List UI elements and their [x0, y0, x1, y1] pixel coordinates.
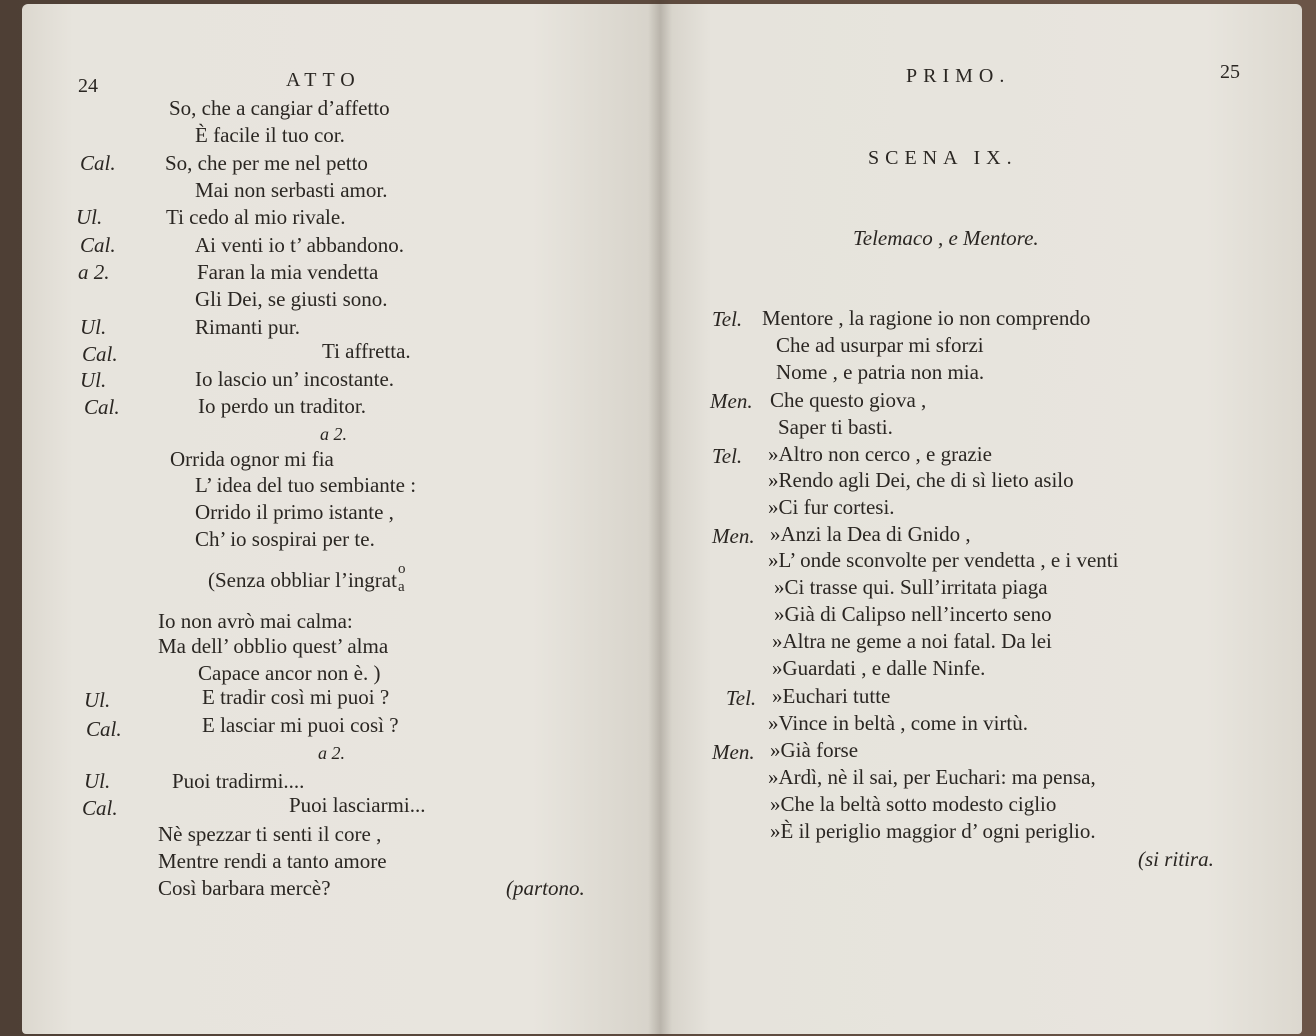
- verse-line: [208, 561, 411, 595]
- verse-line: »Euchari tutte: [772, 684, 891, 708]
- scene-characters: Telemaco , e Mentore.: [853, 226, 1039, 250]
- verse-line: Orrida ognor mi fia: [170, 447, 334, 471]
- speaker-label: Ul.: [84, 688, 111, 712]
- speaker-label: Cal.: [82, 342, 118, 366]
- ending-sub: a: [397, 579, 405, 595]
- speaker-label: Ul.: [76, 205, 103, 229]
- verse-line: »Ci trasse qui. Sull’irritata piaga: [774, 575, 1048, 599]
- verse-line: So, che a cangiar d’affetto: [169, 96, 390, 120]
- verse-line: »L’ onde sconvolte per vendetta , e i venti: [768, 548, 1119, 572]
- verse-line: Orrido il primo istante ,: [195, 500, 394, 524]
- verse-line: »È il periglio maggior d’ ogni periglio.: [770, 819, 1096, 843]
- verse-line: »Anzi la Dea di Gnido ,: [770, 522, 971, 546]
- verse-line: Mai non serbasti amor.: [195, 178, 388, 202]
- verse-text: (Senza obbliar l’ingrat: [208, 568, 397, 592]
- speaker-label: Cal.: [82, 796, 118, 820]
- speaker-label: Cal.: [86, 717, 122, 741]
- verse-line: Puoi tradirmi....: [172, 769, 305, 793]
- verse-line: Mentore , la ragione io non comprendo: [762, 306, 1091, 330]
- speaker-label: Cal.: [84, 395, 120, 419]
- verse-line: »Altra ne geme a noi fatal. Da lei: [772, 629, 1052, 653]
- verse-line: Io non avrò mai calma:: [158, 609, 353, 633]
- verse-line: L’ idea del tuo sembiante :: [195, 473, 417, 497]
- page-number: 25: [1220, 61, 1240, 83]
- right-page: [660, 4, 1302, 1034]
- ending-sup: o: [397, 561, 406, 577]
- verse-line: »Che la beltà sotto modesto ciglio: [770, 792, 1057, 816]
- verse-line: Così barbara mercè?: [158, 876, 331, 900]
- verse-line: Capace ancor non è. ): [198, 661, 381, 685]
- verse-line: Io lascio un’ incostante.: [195, 367, 395, 391]
- verse-line: Saper ti basti.: [778, 415, 893, 439]
- verse-line: So, che per me nel petto: [165, 151, 368, 175]
- verse-line: Che questo giova ,: [770, 388, 927, 412]
- verse-line: Mentre rendi a tanto amore: [158, 849, 387, 873]
- running-head: ATTO: [286, 69, 361, 91]
- verse-line: È facile il tuo cor.: [195, 123, 345, 147]
- verse-line: Faran la mia vendetta: [197, 260, 379, 284]
- a-due-marker: a 2.: [318, 743, 345, 763]
- page-number: 24: [78, 75, 98, 97]
- ingrat-ending: [397, 561, 411, 595]
- verse-line: Nè spezzar ti senti il core ,: [158, 822, 382, 846]
- verse-line: Nome , e patria non mia.: [776, 360, 985, 384]
- verse-line: Ti affretta.: [322, 339, 411, 363]
- speaker-label: Ul.: [80, 315, 107, 339]
- verse-line: »Ci fur cortesi.: [768, 495, 895, 519]
- verse-line: Io perdo un traditor.: [198, 394, 366, 418]
- verse-line: »Guardati , e dalle Ninfe.: [772, 656, 986, 680]
- verse-line: »Altro non cerco , e grazie: [768, 442, 992, 466]
- speaker-label: a 2.: [78, 260, 110, 284]
- verse-line: Puoi lasciarmi...: [289, 793, 426, 817]
- stage-direction: (si ritira.: [1138, 847, 1214, 871]
- a-due-marker: a 2.: [320, 424, 347, 444]
- verse-line: Gli Dei, se giusti sono.: [195, 287, 388, 311]
- speaker-label: Cal.: [80, 151, 116, 175]
- speaker-label: Tel.: [712, 444, 743, 468]
- speaker-label: Men.: [712, 740, 755, 764]
- speaker-label: Cal.: [80, 233, 116, 257]
- speaker-label: Tel.: [726, 686, 757, 710]
- verse-line: Che ad usurpar mi sforzi: [776, 333, 984, 357]
- speaker-label: Ul.: [80, 368, 107, 392]
- speaker-label: Ul.: [84, 769, 111, 793]
- speaker-label: Men.: [712, 524, 755, 548]
- verse-line: Ti cedo al mio rivale.: [166, 205, 346, 229]
- verse-line: »Ardì, nè il sai, per Euchari: ma pensa,: [768, 765, 1096, 789]
- verse-line: Ch’ io sospirai per te.: [195, 527, 375, 551]
- verse-line: Rimanti pur.: [195, 315, 300, 339]
- verse-line: E lasciar mi puoi così ?: [202, 713, 399, 737]
- verse-line: »Già di Calipso nell’incerto seno: [774, 602, 1052, 626]
- left-page: [22, 4, 660, 1034]
- verse-line: »Vince in beltà , come in virtù.: [768, 711, 1028, 735]
- running-head: PRIMO.: [906, 65, 1011, 87]
- book-gutter: [648, 0, 672, 1036]
- stage-direction: (partono.: [506, 876, 585, 900]
- speaker-label: Men.: [710, 389, 753, 413]
- verse-line: Ai venti io t’ abbandono.: [195, 233, 404, 257]
- speaker-label: Tel.: [712, 307, 743, 331]
- verse-line: »Rendo agli Dei, che di sì lieto asilo: [768, 468, 1074, 492]
- verse-line: E tradir così mi puoi ?: [202, 685, 390, 709]
- verse-line: Ma dell’ obblio quest’ alma: [158, 634, 389, 658]
- verse-line: »Già forse: [770, 738, 859, 762]
- scene-title: SCENA IX.: [868, 147, 1018, 169]
